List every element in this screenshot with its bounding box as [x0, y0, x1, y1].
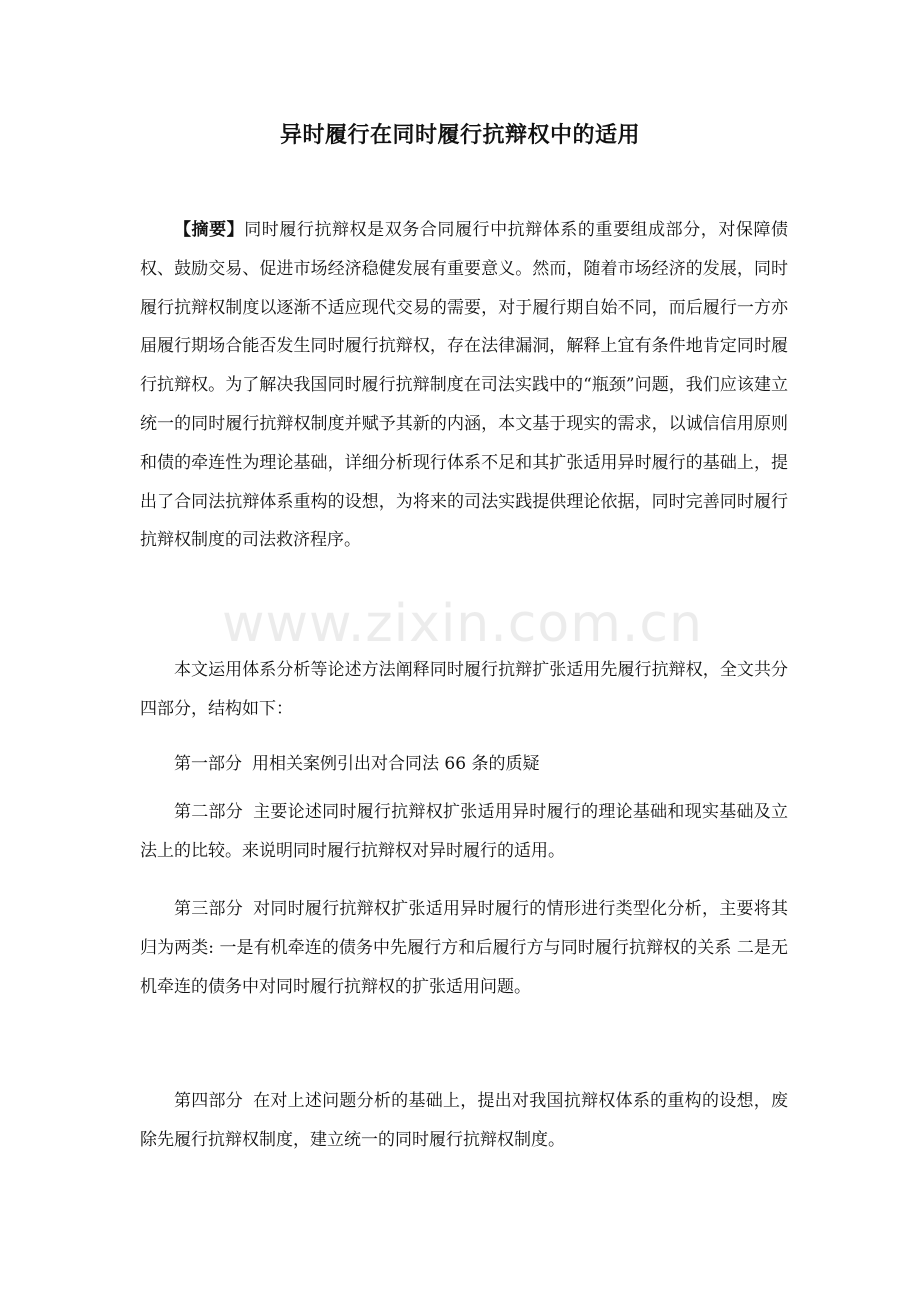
abstract-text: 同时履行抗辩权是双务合同履行中抗辩体系的重要组成部分，对保障债权、鼓励交易、促进市场经济稳健发展有重要意义。然而，随着市场经济的发展，同时履行抗辩权制度以逐渐不适应现代交易的需要，对于履行期自始不同，而后履行一方亦届履行期场合能否发生同时履行抗辩权，存在法律漏洞，解释上宜有条件地肯定同时履行抗辩权。为了解决我国同时履行抗辩制度在司法实践中的“瓶颈”问题，我们应该建立统一的同时履行抗辩权制度并赋予其新的内涵，本文基于现实的需求，以诚信信用原则和债的牵连性为理论基础，详细分析现行体系不足和其扩张适用异时履行的基础上，提出了合同法抗辩体系重构的设想，为将来的司法实践提供理论依据，同时完善同时履行抗辩权制度的司法救济程序。: [140, 220, 789, 551]
part-two-paragraph: [140, 793, 788, 871]
part-one-paragraph: [140, 745, 788, 784]
part-four-paragraph: [140, 1082, 788, 1160]
abstract-paragraph: [140, 211, 788, 560]
part-one-text: 用相关案例引出对合同法 66 条的质疑: [252, 754, 540, 774]
part-three-text: 对同时履行抗辩权扩张适用异时履行的情形进行类型化分析，主要将其归为两类: 一是有机牵连的债务中先履行方和后履行方与同时履行抗辩权的关系 二是无机牵连的债务中对同时履行抗辩权的扩张适用问题。: [140, 899, 789, 997]
method-paragraph: [140, 651, 788, 729]
part-one-label: 第一部分: [174, 754, 242, 774]
part-two-label: 第二部分: [174, 802, 244, 822]
part-three-paragraph: [140, 890, 788, 1006]
part-four-text: 在对上述问题分析的基础上，提出对我国抗辩权体系的重构的设想，废除先履行抗辩权制度，建立统一的同时履行抗辩权制度。: [140, 1091, 789, 1150]
watermark: www.zixin.com.cn: [222, 594, 703, 654]
abstract-label: 【摘要】: [174, 220, 245, 240]
method-text: 本文运用体系分析等论述方法阐释同时履行抗辩扩张适用先履行抗辩权，全文共分四部分，结构如下：: [140, 660, 788, 719]
part-two-text: 主要论述同时履行抗辩权扩张适用异时履行的理论基础和现实基础及立法上的比较。来说明同时履行抗辩权对异时履行的适用。: [140, 802, 789, 861]
part-three-label: 第三部分: [174, 899, 244, 919]
part-four-label: 第四部分: [174, 1091, 244, 1111]
document-title: 异时履行在同时履行抗辩权中的适用: [279, 123, 640, 148]
